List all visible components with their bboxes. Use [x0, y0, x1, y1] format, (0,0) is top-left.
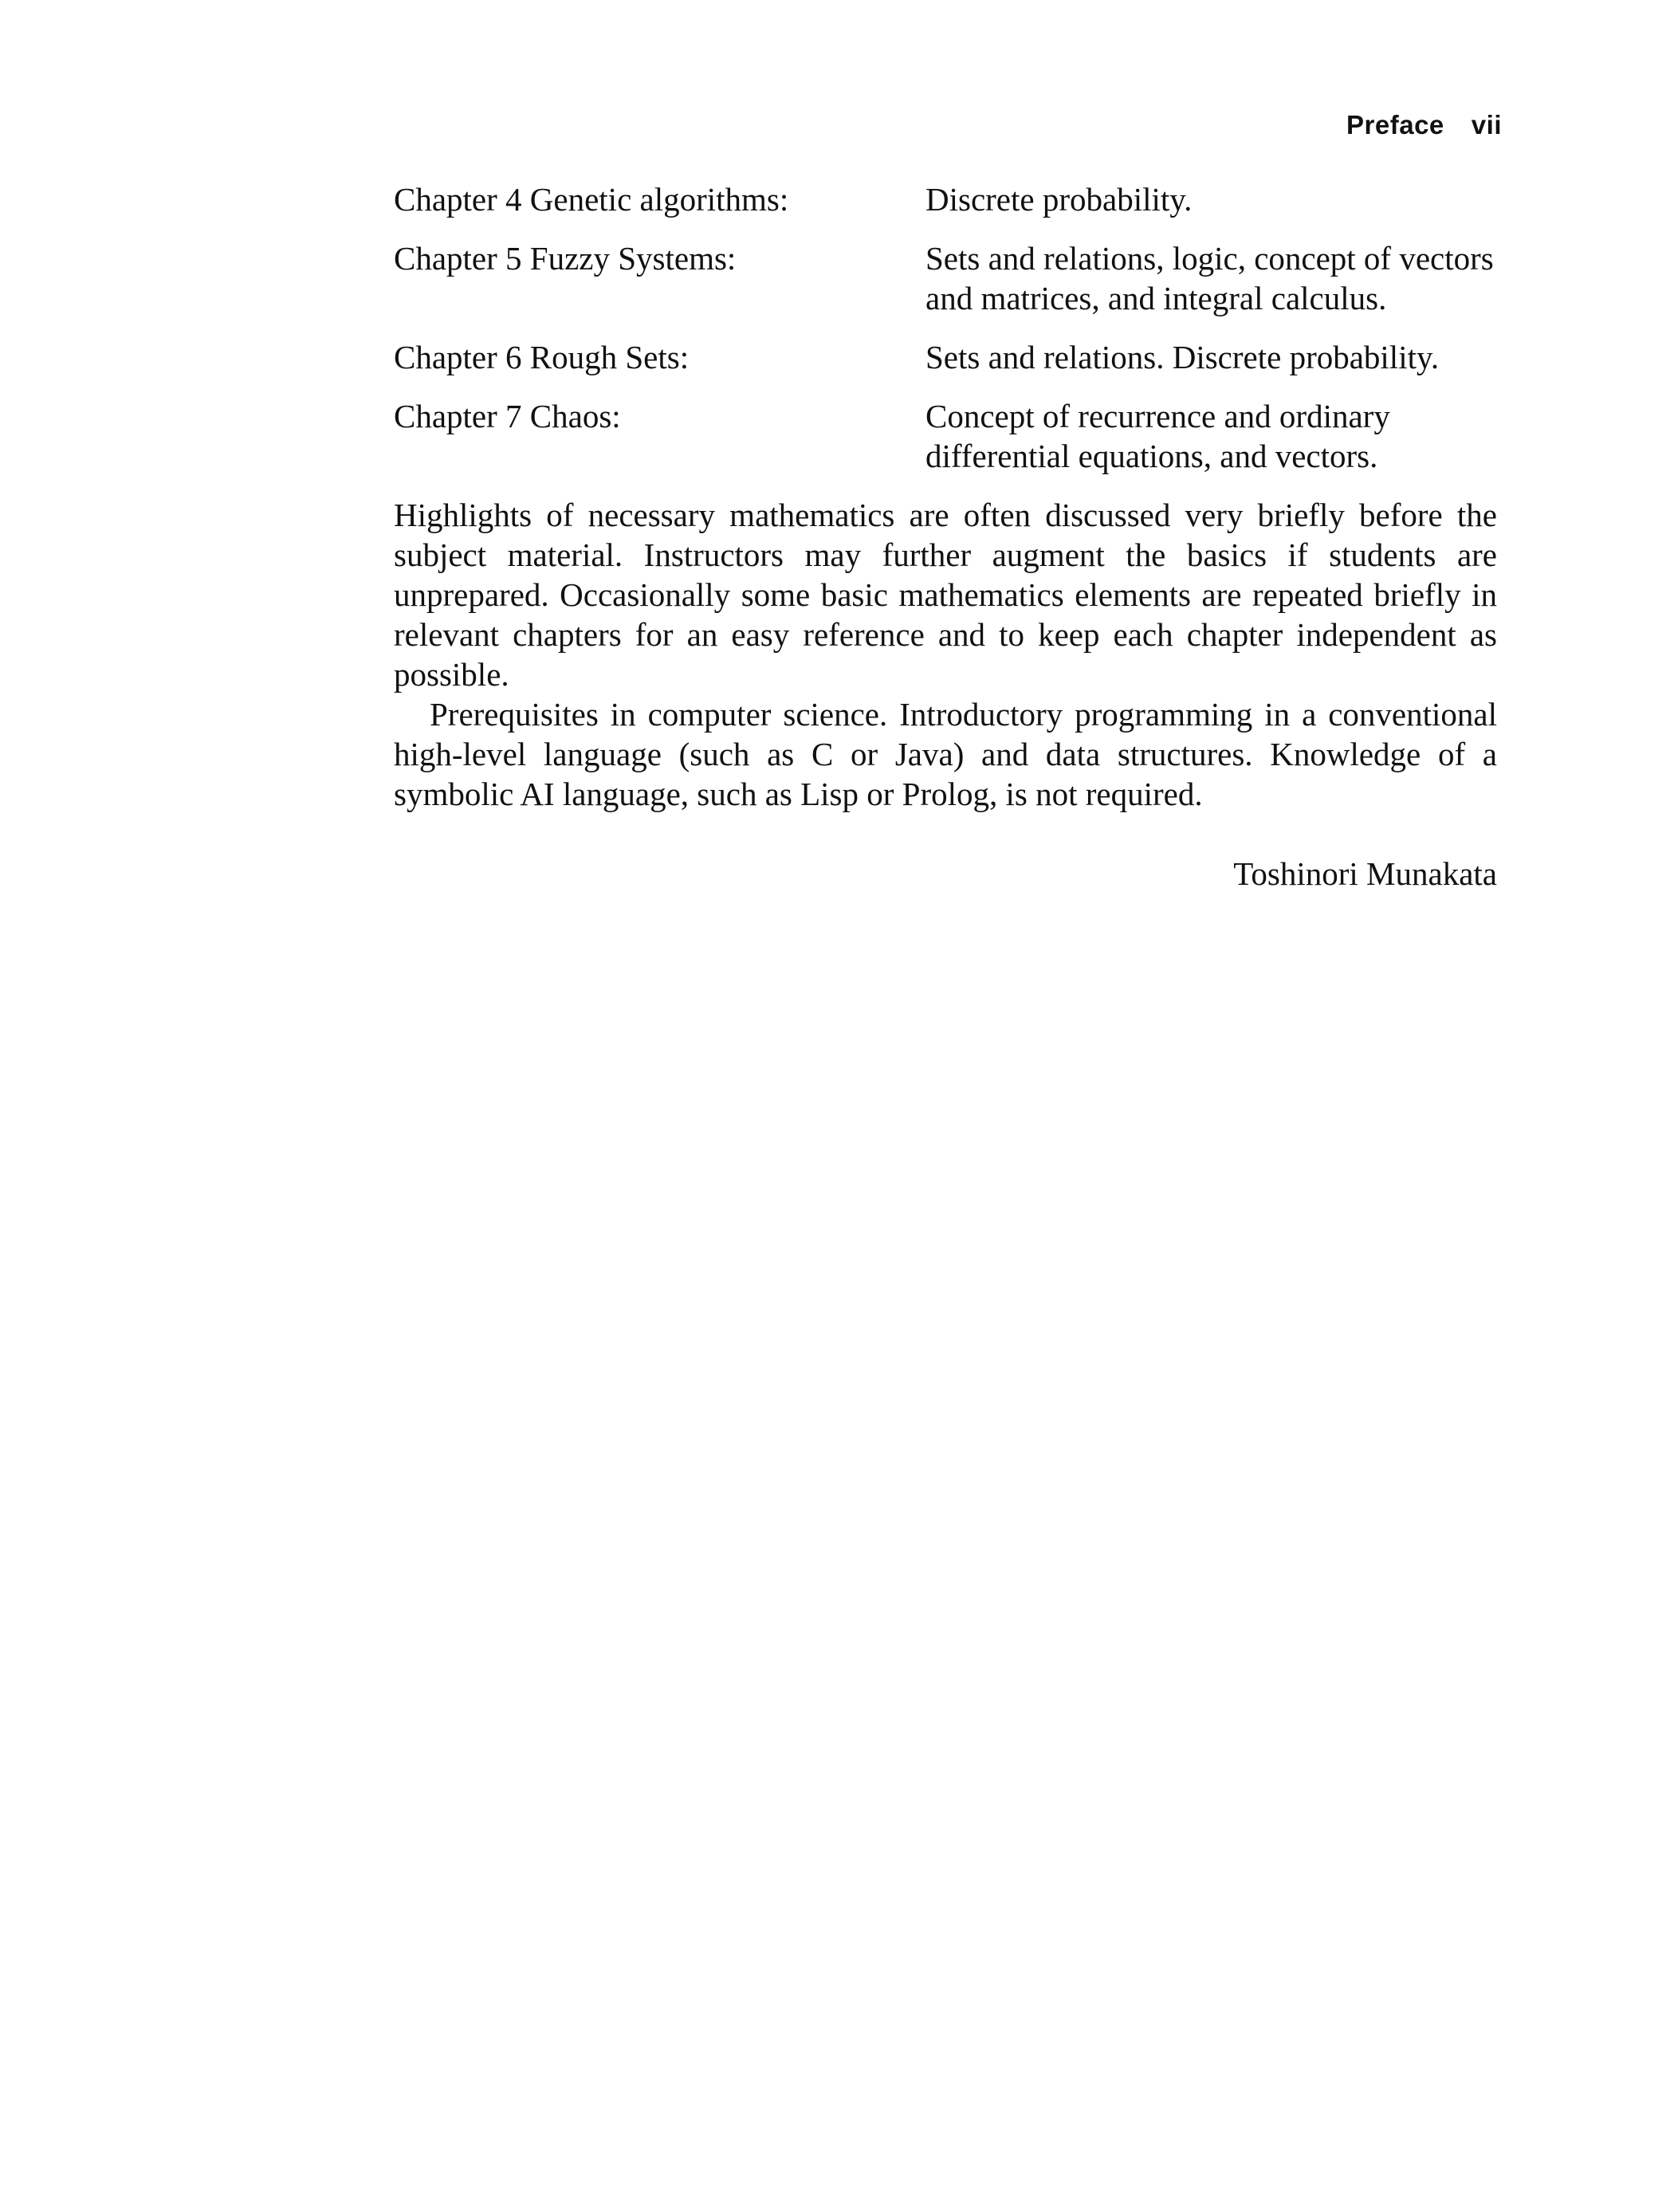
prerequisite-row — [394, 238, 1497, 318]
prerequisite-chapter: Chapter 7 Chaos: — [394, 398, 621, 434]
cs-prerequisites-paragraph: Prerequisites in computer science. Introductory programming in a conventional high-level language (such as C or Java) and data structures. Knowledge of a symbolic AI language, such as Lisp or Prolog, is not required. — [394, 696, 1497, 812]
prerequisite-topics: Sets and relations. Discrete probability. — [925, 339, 1440, 375]
prerequisite-chapter: Chapter 5 Fuzzy Systems: — [394, 240, 737, 277]
prerequisite-chapter: Chapter 6 Rough Sets: — [394, 339, 690, 375]
prerequisite-chapter: Chapter 4 Genetic algorithms: — [394, 181, 789, 218]
prerequisite-topics: Concept of recurrence and ordinary differential equations, and vectors. — [925, 398, 1390, 474]
prerequisite-row — [394, 396, 1497, 476]
prerequisite-topics: Discrete probability. — [925, 181, 1193, 218]
body-text — [394, 179, 1497, 894]
prerequisite-row — [394, 179, 1497, 219]
header-section-title: Preface — [1346, 110, 1444, 139]
prerequisite-topics: Sets and relations, logic, concept of vectors and matrices, and integral calculus. — [925, 240, 1494, 316]
prerequisite-row — [394, 337, 1497, 377]
header-page-number: vii — [1471, 110, 1502, 139]
math-highlights-paragraph: Highlights of necessary mathematics are often discussed very briefly before the subject material. Instructors may further augment the basics if students are unprepared. Occasionally some basic mathematics elements are repeated briefly in relevant chapters for an easy reference and to keep each chapter independent as possible. — [394, 497, 1497, 693]
running-header — [1346, 110, 1502, 140]
author-signature: Toshinori Munakata — [1233, 855, 1497, 892]
